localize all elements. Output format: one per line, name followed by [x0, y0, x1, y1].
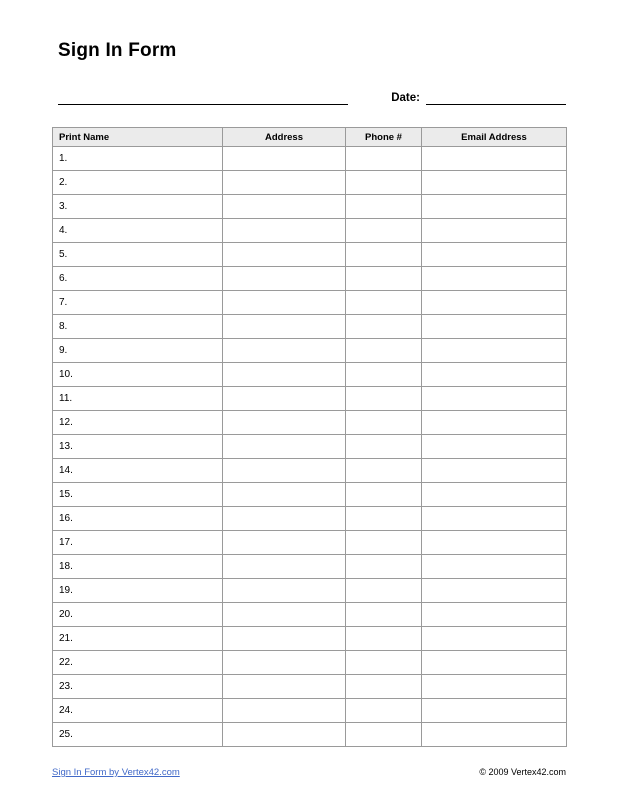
- table-row: [53, 603, 567, 627]
- cell-address[interactable]: [223, 411, 346, 435]
- cell-address[interactable]: [223, 651, 346, 675]
- cell-phone[interactable]: [346, 291, 422, 315]
- table-header-row: [53, 128, 567, 147]
- cell-phone[interactable]: [346, 507, 422, 531]
- cell-print-name[interactable]: 5.: [53, 243, 223, 267]
- cell-address[interactable]: [223, 291, 346, 315]
- cell-phone[interactable]: [346, 603, 422, 627]
- table-row: [53, 411, 567, 435]
- cell-print-name[interactable]: 7.: [53, 291, 223, 315]
- copyright-notice: © 2009 Vertex42.com: [479, 767, 566, 777]
- date-label: Date:: [391, 92, 420, 104]
- table-row: [53, 435, 567, 459]
- cell-print-name[interactable]: 3.: [53, 195, 223, 219]
- date-group: [348, 90, 566, 105]
- page-title: Sign In Form: [58, 40, 177, 61]
- cell-print-name[interactable]: 8.: [53, 315, 223, 339]
- cell-email[interactable]: [422, 555, 567, 579]
- table-row: [53, 699, 567, 723]
- cell-print-name[interactable]: 23.: [53, 675, 223, 699]
- cell-phone[interactable]: [346, 651, 422, 675]
- table-row: [53, 339, 567, 363]
- cell-phone[interactable]: [346, 243, 422, 267]
- cell-address[interactable]: [223, 315, 346, 339]
- cell-email[interactable]: [422, 387, 567, 411]
- cell-email[interactable]: [422, 435, 567, 459]
- cell-print-name[interactable]: 17.: [53, 531, 223, 555]
- cell-address[interactable]: [223, 171, 346, 195]
- table-row: [53, 555, 567, 579]
- cell-print-name[interactable]: 18.: [53, 555, 223, 579]
- header-lines: [52, 88, 566, 105]
- table-row: [53, 483, 567, 507]
- organization-line[interactable]: [58, 88, 348, 105]
- table-row: [53, 387, 567, 411]
- cell-address[interactable]: [223, 723, 346, 747]
- cell-email[interactable]: [422, 171, 567, 195]
- cell-address[interactable]: [223, 195, 346, 219]
- column-header-print-name: Print Name: [53, 128, 223, 147]
- column-header-address: Address: [223, 128, 346, 147]
- cell-address[interactable]: [223, 435, 346, 459]
- cell-phone[interactable]: [346, 363, 422, 387]
- table-row: [53, 147, 567, 171]
- cell-address[interactable]: [223, 363, 346, 387]
- cell-print-name[interactable]: 4.: [53, 219, 223, 243]
- table-row: [53, 675, 567, 699]
- cell-phone[interactable]: [346, 627, 422, 651]
- cell-phone[interactable]: [346, 219, 422, 243]
- table-body: [53, 147, 567, 747]
- cell-print-name[interactable]: 6.: [53, 267, 223, 291]
- cell-address[interactable]: [223, 339, 346, 363]
- signin-table: [52, 127, 567, 747]
- cell-phone[interactable]: [346, 147, 422, 171]
- cell-email[interactable]: [422, 675, 567, 699]
- cell-phone[interactable]: [346, 555, 422, 579]
- table-row: [53, 579, 567, 603]
- cell-phone[interactable]: [346, 579, 422, 603]
- cell-email[interactable]: [422, 699, 567, 723]
- column-header-phone: Phone #: [346, 128, 422, 147]
- cell-print-name[interactable]: 1.: [53, 147, 223, 171]
- table-row: [53, 291, 567, 315]
- cell-email[interactable]: [422, 147, 567, 171]
- cell-print-name[interactable]: 20.: [53, 603, 223, 627]
- cell-phone[interactable]: [346, 699, 422, 723]
- cell-email[interactable]: [422, 195, 567, 219]
- cell-email[interactable]: [422, 723, 567, 747]
- cell-print-name[interactable]: 16.: [53, 507, 223, 531]
- cell-email[interactable]: [422, 531, 567, 555]
- cell-print-name[interactable]: 2.: [53, 171, 223, 195]
- cell-address[interactable]: [223, 267, 346, 291]
- cell-print-name[interactable]: 13.: [53, 435, 223, 459]
- cell-phone[interactable]: [346, 387, 422, 411]
- table-row: [53, 507, 567, 531]
- cell-email[interactable]: [422, 507, 567, 531]
- cell-address[interactable]: [223, 603, 346, 627]
- cell-phone[interactable]: [346, 339, 422, 363]
- cell-address[interactable]: [223, 579, 346, 603]
- cell-phone[interactable]: [346, 411, 422, 435]
- cell-phone[interactable]: [346, 315, 422, 339]
- cell-email[interactable]: [422, 411, 567, 435]
- cell-address[interactable]: [223, 555, 346, 579]
- cell-phone[interactable]: [346, 171, 422, 195]
- cell-print-name[interactable]: 15.: [53, 483, 223, 507]
- date-input-line[interactable]: [426, 90, 566, 105]
- table-row: [53, 219, 567, 243]
- cell-print-name[interactable]: 14.: [53, 459, 223, 483]
- cell-print-name[interactable]: 24.: [53, 699, 223, 723]
- column-header-email: Email Address: [422, 128, 567, 147]
- table-row: [53, 315, 567, 339]
- cell-email[interactable]: [422, 219, 567, 243]
- table-row: [53, 627, 567, 651]
- cell-email[interactable]: [422, 267, 567, 291]
- table-row: [53, 651, 567, 675]
- cell-address[interactable]: [223, 675, 346, 699]
- cell-phone[interactable]: [346, 267, 422, 291]
- cell-email[interactable]: [422, 339, 567, 363]
- cell-email[interactable]: [422, 483, 567, 507]
- cell-phone[interactable]: [346, 483, 422, 507]
- table-row: [53, 243, 567, 267]
- cell-address[interactable]: [223, 531, 346, 555]
- cell-address[interactable]: [223, 627, 346, 651]
- cell-print-name[interactable]: 19.: [53, 579, 223, 603]
- cell-phone[interactable]: [346, 459, 422, 483]
- cell-phone[interactable]: [346, 435, 422, 459]
- cell-email[interactable]: [422, 579, 567, 603]
- table-row: [53, 459, 567, 483]
- cell-address[interactable]: [223, 483, 346, 507]
- cell-phone[interactable]: [346, 675, 422, 699]
- cell-address[interactable]: [223, 219, 346, 243]
- template-credit-link[interactable]: Sign In Form by Vertex42.com: [52, 767, 180, 778]
- cell-email[interactable]: [422, 603, 567, 627]
- cell-print-name[interactable]: 21.: [53, 627, 223, 651]
- cell-address[interactable]: [223, 147, 346, 171]
- cell-print-name[interactable]: 11.: [53, 387, 223, 411]
- cell-phone[interactable]: [346, 531, 422, 555]
- cell-email[interactable]: [422, 243, 567, 267]
- cell-email[interactable]: [422, 315, 567, 339]
- cell-phone[interactable]: [346, 195, 422, 219]
- cell-email[interactable]: [422, 291, 567, 315]
- cell-print-name[interactable]: 25.: [53, 723, 223, 747]
- table-row: [53, 363, 567, 387]
- cell-email[interactable]: [422, 363, 567, 387]
- cell-email[interactable]: [422, 651, 567, 675]
- cell-print-name[interactable]: 12.: [53, 411, 223, 435]
- cell-address[interactable]: [223, 459, 346, 483]
- cell-phone[interactable]: [346, 723, 422, 747]
- cell-email[interactable]: [422, 627, 567, 651]
- cell-address[interactable]: [223, 699, 346, 723]
- table-row: [53, 531, 567, 555]
- cell-print-name[interactable]: 10.: [53, 363, 223, 387]
- table-row: [53, 195, 567, 219]
- cell-address[interactable]: [223, 387, 346, 411]
- cell-email[interactable]: [422, 459, 567, 483]
- cell-address[interactable]: [223, 507, 346, 531]
- table-row: [53, 171, 567, 195]
- page-footer: [52, 767, 566, 778]
- table-row: [53, 267, 567, 291]
- cell-print-name[interactable]: 9.: [53, 339, 223, 363]
- table-row: [53, 723, 567, 747]
- cell-address[interactable]: [223, 243, 346, 267]
- cell-print-name[interactable]: 22.: [53, 651, 223, 675]
